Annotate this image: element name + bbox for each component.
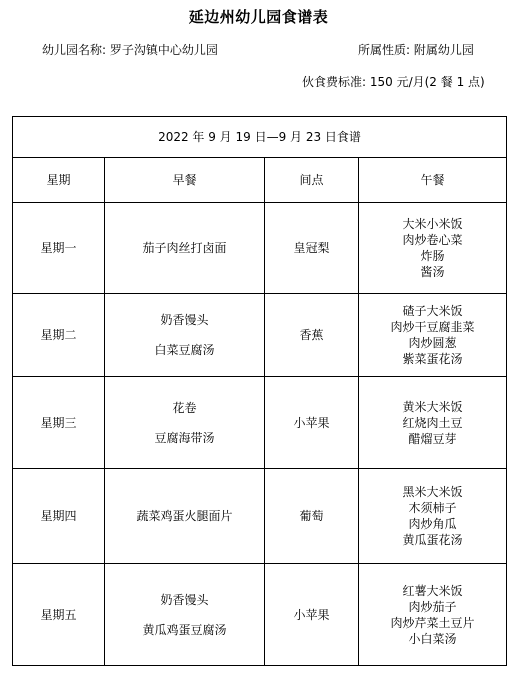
lunch-item: 肉炒卷心菜 [402, 233, 463, 247]
snack-cell: 皇冠梨 [265, 203, 359, 294]
lunch-item: 酱汤 [420, 265, 445, 279]
lunch-item: 红烧肉土豆 [402, 415, 463, 430]
weekday-cell: 星期五 [13, 564, 105, 666]
page-title: 延边州幼儿园食谱表 [188, 8, 329, 26]
breakfast-item: 豆腐海带汤 [154, 430, 215, 445]
lunch-item: 木须柿子 [408, 501, 457, 515]
lunch-item: 黄瓜蛋花汤 [402, 533, 463, 547]
header-lunch: 午餐 [359, 158, 507, 203]
weekday-cell: 星期四 [13, 469, 105, 564]
header-snack: 间点 [265, 158, 359, 203]
lunch-item: 小白菜汤 [408, 631, 457, 646]
lunch-item: 黑米大米饭 [402, 485, 463, 499]
header-row [13, 158, 507, 203]
breakfast-item: 花卷 [172, 400, 197, 415]
snack-cell: 小苹果 [265, 564, 359, 666]
lunch-item: 肉炒芹菜土豆片 [390, 615, 475, 630]
date-range: 2022 年 9 月 19 日—9 月 23 日食谱 [13, 117, 507, 158]
kindergarten-type: 所属性质: 附属幼儿园 [358, 43, 474, 57]
lunch-item: 肉炒圆葱 [408, 336, 457, 350]
lunch-item: 炸肠 [420, 249, 445, 263]
breakfast-cell [105, 564, 265, 666]
breakfast-item: 黄瓜鸡蛋豆腐汤 [142, 622, 227, 637]
weekday-cell: 星期一 [13, 203, 105, 294]
lunch-item: 红薯大米饭 [402, 583, 463, 598]
table-row [13, 203, 507, 294]
breakfast-item: 白菜豆腐汤 [154, 343, 215, 357]
breakfast-item: 茄子肉丝打卤面 [142, 241, 227, 255]
lunch-cell [359, 294, 507, 377]
breakfast-cell [105, 203, 265, 294]
lunch-item: 碴子大米饭 [402, 304, 463, 318]
lunch-item: 黄米大米饭 [402, 399, 463, 414]
weekday-cell: 星期三 [13, 377, 105, 469]
lunch-cell [359, 469, 507, 564]
menu-table [12, 116, 507, 666]
lunch-item: 肉炒角瓜 [408, 517, 457, 531]
table-row [13, 564, 507, 666]
fee-standard: 伙食费标准: 150 元/月(2 餐 1 点) [302, 75, 485, 89]
breakfast-item: 蔬菜鸡蛋火腿面片 [136, 509, 233, 523]
snack-cell: 葡萄 [265, 469, 359, 564]
lunch-item: 大米小米饭 [402, 217, 463, 231]
kindergarten-name: 幼儿园名称: 罗子沟镇中心幼儿园 [42, 43, 218, 57]
breakfast-cell [105, 469, 265, 564]
breakfast-cell [105, 377, 265, 469]
lunch-cell [359, 377, 507, 469]
lunch-item: 肉炒茄子 [408, 599, 457, 614]
breakfast-cell [105, 294, 265, 377]
snack-cell: 香蕉 [265, 294, 359, 377]
table-row [13, 377, 507, 469]
table-row [13, 469, 507, 564]
header-weekday: 星期 [13, 158, 105, 203]
lunch-item: 紫菜蛋花汤 [402, 352, 463, 366]
lunch-cell [359, 564, 507, 666]
lunch-item: 醋熘豆芽 [408, 431, 457, 446]
table-row [13, 294, 507, 377]
snack-cell: 小苹果 [265, 377, 359, 469]
lunch-item: 肉炒干豆腐韭菜 [390, 320, 475, 334]
lunch-cell [359, 203, 507, 294]
breakfast-item: 奶香馒头 [160, 313, 209, 327]
header-breakfast: 早餐 [105, 158, 265, 203]
date-range-row [13, 117, 507, 158]
breakfast-item: 奶香馒头 [160, 592, 209, 607]
weekday-cell: 星期二 [13, 294, 105, 377]
